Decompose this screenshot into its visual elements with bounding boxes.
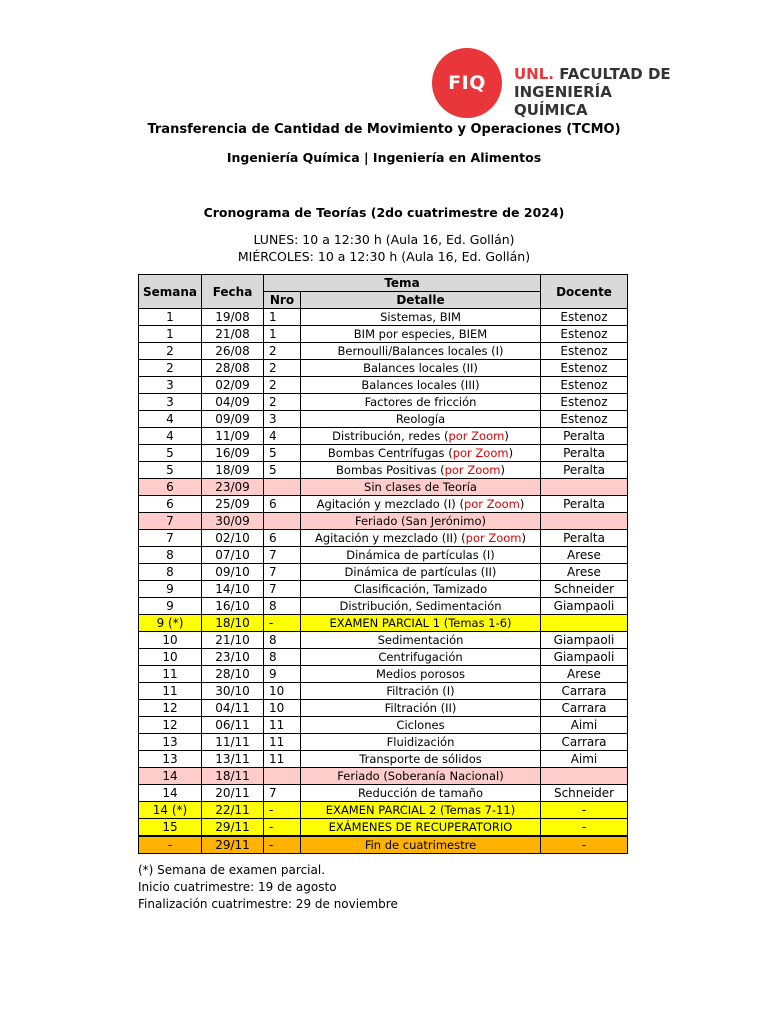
logo-dot: . bbox=[548, 65, 554, 83]
note-end: Finalización cuatrimestre: 29 de noviembre bbox=[138, 897, 398, 911]
logo-wordmark bbox=[514, 65, 672, 119]
table-row bbox=[139, 377, 628, 394]
cell-docente: Carrara bbox=[541, 683, 628, 700]
cell-nro: 10 bbox=[264, 683, 301, 700]
detalle-text: Dinámica de partículas (II) bbox=[344, 565, 497, 579]
cell-nro: 7 bbox=[264, 785, 301, 802]
cell-fecha: 11/09 bbox=[202, 428, 264, 445]
detalle-text: Fluidización bbox=[386, 735, 455, 749]
course-subtitle: Ingeniería Química | Ingeniería en Alimentos bbox=[226, 150, 542, 165]
cell-detalle bbox=[301, 615, 541, 632]
detalle-text: Clasificación, Tamizado bbox=[353, 582, 488, 596]
detalle-text: Feriado (San Jerónimo) bbox=[355, 514, 486, 528]
detalle-text: Factores de fricción bbox=[364, 395, 477, 409]
zoom-note: por Zoom bbox=[465, 531, 522, 545]
cell-docente: Giampaoli bbox=[541, 632, 628, 649]
cell-nro: 8 bbox=[264, 632, 301, 649]
table-row bbox=[139, 802, 628, 819]
table-row bbox=[139, 343, 628, 360]
table-row bbox=[139, 445, 628, 462]
cell-docente: Giampaoli bbox=[541, 598, 628, 615]
cell-fecha: 30/10 bbox=[202, 683, 264, 700]
cell-nro bbox=[264, 768, 301, 785]
logo-unl: UNL bbox=[514, 65, 549, 83]
detalle-text: Feriado (Soberanía Nacional) bbox=[337, 769, 504, 783]
cell-nro: 1 bbox=[264, 326, 301, 343]
cell-fecha: 21/10 bbox=[202, 632, 264, 649]
table-row bbox=[139, 819, 628, 837]
cell-detalle bbox=[301, 343, 541, 360]
table-row bbox=[139, 700, 628, 717]
cell-fecha: 22/11 bbox=[202, 802, 264, 819]
table-row bbox=[139, 479, 628, 496]
cell-detalle bbox=[301, 462, 541, 479]
detalle-text: Sistemas, BIM bbox=[380, 310, 461, 324]
detalle-text: Centrifugación bbox=[378, 650, 463, 664]
cell-nro bbox=[264, 513, 301, 530]
cell-semana: 13 bbox=[139, 734, 202, 751]
cell-docente: Arese bbox=[541, 547, 628, 564]
cell-fecha: 20/11 bbox=[202, 785, 264, 802]
schedule-table bbox=[138, 274, 628, 854]
cell-semana: - bbox=[139, 836, 202, 854]
cell-docente: Peralta bbox=[541, 530, 628, 547]
cell-semana: 9 (*) bbox=[139, 615, 202, 632]
cell-nro: 11 bbox=[264, 717, 301, 734]
cell-nro: 5 bbox=[264, 462, 301, 479]
cell-detalle bbox=[301, 700, 541, 717]
header-tema: Tema bbox=[264, 275, 541, 292]
cell-docente: Estenoz bbox=[541, 411, 628, 428]
cell-nro: 6 bbox=[264, 496, 301, 513]
cell-detalle bbox=[301, 717, 541, 734]
zoom-note: por Zoom bbox=[452, 446, 509, 460]
fiq-logo-circle: FIQ bbox=[432, 48, 502, 118]
detalle-text: EXAMEN PARCIAL 1 (Temas 1-6) bbox=[329, 616, 512, 630]
cell-fecha: 06/11 bbox=[202, 717, 264, 734]
detalle-text: Bombas Centrífugas ( bbox=[327, 446, 453, 460]
cell-semana: 15 bbox=[139, 819, 202, 837]
cell-semana: 8 bbox=[139, 564, 202, 581]
cell-semana: 11 bbox=[139, 666, 202, 683]
cell-docente: Schneider bbox=[541, 581, 628, 598]
cell-nro: 2 bbox=[264, 377, 301, 394]
cell-docente: Carrara bbox=[541, 700, 628, 717]
cell-nro: 11 bbox=[264, 751, 301, 768]
cell-nro: 7 bbox=[264, 581, 301, 598]
table-row bbox=[139, 598, 628, 615]
cell-detalle bbox=[301, 581, 541, 598]
cell-detalle bbox=[301, 785, 541, 802]
cell-fecha: 23/10 bbox=[202, 649, 264, 666]
cell-semana: 11 bbox=[139, 683, 202, 700]
schedule-title: Cronograma de Teorías (2do cuatrimestre de 2024) bbox=[203, 205, 565, 220]
zoom-note: por Zoom bbox=[444, 463, 501, 477]
cell-detalle bbox=[301, 768, 541, 785]
detalle-text: Agitación y mezclado (II) ( bbox=[314, 531, 466, 545]
table-row bbox=[139, 581, 628, 598]
cell-nro: 11 bbox=[264, 734, 301, 751]
cell-semana: 2 bbox=[139, 360, 202, 377]
cell-semana: 13 bbox=[139, 751, 202, 768]
cell-detalle bbox=[301, 445, 541, 462]
cell-docente: Schneider bbox=[541, 785, 628, 802]
detalle-suffix: ) bbox=[500, 463, 505, 477]
cell-semana: 12 bbox=[139, 700, 202, 717]
detalle-text: Sedimentación bbox=[377, 633, 464, 647]
table-row bbox=[139, 394, 628, 411]
cell-detalle bbox=[301, 649, 541, 666]
cell-nro: 4 bbox=[264, 428, 301, 445]
cell-detalle bbox=[301, 683, 541, 700]
cell-semana: 14 (*) bbox=[139, 802, 202, 819]
cell-docente: Estenoz bbox=[541, 360, 628, 377]
cell-fecha: 02/09 bbox=[202, 377, 264, 394]
cell-docente: - bbox=[541, 819, 628, 837]
cell-docente: Peralta bbox=[541, 496, 628, 513]
cell-semana: 3 bbox=[139, 377, 202, 394]
cell-detalle bbox=[301, 666, 541, 683]
cell-nro: 7 bbox=[264, 547, 301, 564]
detalle-text: Bernoulli/Balances locales (I) bbox=[337, 344, 504, 358]
detalle-text: Sin clases de Teoría bbox=[364, 480, 477, 494]
schedule-table-body bbox=[139, 309, 628, 854]
table-row bbox=[139, 428, 628, 445]
cell-docente: - bbox=[541, 836, 628, 854]
cell-detalle bbox=[301, 394, 541, 411]
cell-docente bbox=[541, 615, 628, 632]
cell-docente: Estenoz bbox=[541, 343, 628, 360]
cell-detalle bbox=[301, 428, 541, 445]
table-row bbox=[139, 309, 628, 326]
cell-fecha: 19/08 bbox=[202, 309, 264, 326]
cell-semana: 4 bbox=[139, 428, 202, 445]
detalle-text: BIM por especies, BIEM bbox=[353, 327, 488, 341]
cell-semana: 5 bbox=[139, 462, 202, 479]
detalle-text: Reducción de tamaño bbox=[357, 786, 484, 800]
cell-detalle bbox=[301, 802, 541, 819]
cell-nro bbox=[264, 479, 301, 496]
cell-semana: 2 bbox=[139, 343, 202, 360]
cell-docente bbox=[541, 479, 628, 496]
cell-docente: Estenoz bbox=[541, 377, 628, 394]
cell-docente: Aimi bbox=[541, 751, 628, 768]
cell-fecha: 28/08 bbox=[202, 360, 264, 377]
header-detalle: Detalle bbox=[301, 292, 541, 309]
cell-semana: 5 bbox=[139, 445, 202, 462]
detalle-text: Agitación y mezclado (I) ( bbox=[316, 497, 464, 511]
cell-fecha: 18/11 bbox=[202, 768, 264, 785]
cell-semana: 7 bbox=[139, 513, 202, 530]
table-row bbox=[139, 411, 628, 428]
detalle-text: Transporte de sólidos bbox=[359, 752, 482, 766]
logo-line2: INGENIERÍA QUÍMICA bbox=[514, 83, 612, 119]
cell-nro: - bbox=[264, 615, 301, 632]
notes bbox=[138, 862, 398, 913]
cell-detalle bbox=[301, 377, 541, 394]
cell-detalle bbox=[301, 819, 541, 837]
table-row bbox=[139, 632, 628, 649]
table-row bbox=[139, 751, 628, 768]
header-docente: Docente bbox=[541, 275, 628, 309]
cell-semana: 12 bbox=[139, 717, 202, 734]
cell-fecha: 16/09 bbox=[202, 445, 264, 462]
cell-docente bbox=[541, 768, 628, 785]
detalle-text: Medios porosos bbox=[375, 667, 466, 681]
table-row bbox=[139, 513, 628, 530]
cell-docente: Estenoz bbox=[541, 394, 628, 411]
cell-fecha: 18/09 bbox=[202, 462, 264, 479]
detalle-text: Balances locales (II) bbox=[363, 361, 478, 375]
cell-nro: 7 bbox=[264, 564, 301, 581]
cell-nro: 6 bbox=[264, 530, 301, 547]
cell-fecha: 23/09 bbox=[202, 479, 264, 496]
zoom-note: por Zoom bbox=[463, 497, 520, 511]
cell-semana: 7 bbox=[139, 530, 202, 547]
table-row bbox=[139, 564, 628, 581]
detalle-text: Distribución, redes ( bbox=[332, 429, 449, 443]
cell-detalle bbox=[301, 547, 541, 564]
cell-fecha: 09/09 bbox=[202, 411, 264, 428]
detalle-text: Filtración (I) bbox=[386, 684, 455, 698]
cell-nro: 10 bbox=[264, 700, 301, 717]
cell-fecha: 07/10 bbox=[202, 547, 264, 564]
cell-detalle bbox=[301, 360, 541, 377]
schedule-line-monday: LUNES: 10 a 12:30 h (Aula 16, Ed. Gollán) bbox=[253, 232, 515, 247]
cell-nro: - bbox=[264, 819, 301, 837]
cell-fecha: 28/10 bbox=[202, 666, 264, 683]
detalle-text: EXÁMENES DE RECUPERATORIO bbox=[328, 820, 513, 834]
cell-nro: - bbox=[264, 836, 301, 854]
cell-detalle bbox=[301, 513, 541, 530]
table-row bbox=[139, 666, 628, 683]
cell-semana: 9 bbox=[139, 581, 202, 598]
cell-fecha: 02/10 bbox=[202, 530, 264, 547]
detalle-text: Fin de cuatrimestre bbox=[364, 838, 477, 852]
header-fecha: Fecha bbox=[202, 275, 264, 309]
header-nro: Nro bbox=[264, 292, 301, 309]
cell-docente: Estenoz bbox=[541, 326, 628, 343]
cell-fecha: 26/08 bbox=[202, 343, 264, 360]
cell-detalle bbox=[301, 530, 541, 547]
cell-nro: 8 bbox=[264, 598, 301, 615]
cell-detalle bbox=[301, 734, 541, 751]
cell-semana: 10 bbox=[139, 649, 202, 666]
note-start: Inicio cuatrimestre: 19 de agosto bbox=[138, 880, 337, 894]
table-row bbox=[139, 785, 628, 802]
cell-fecha: 14/10 bbox=[202, 581, 264, 598]
detalle-text: EXAMEN PARCIAL 2 (Temas 7-11) bbox=[325, 803, 516, 817]
cell-docente: Arese bbox=[541, 564, 628, 581]
cell-semana: 1 bbox=[139, 326, 202, 343]
cell-docente: Carrara bbox=[541, 734, 628, 751]
cell-fecha: 13/11 bbox=[202, 751, 264, 768]
table-row bbox=[139, 462, 628, 479]
cell-detalle bbox=[301, 751, 541, 768]
cell-fecha: 16/10 bbox=[202, 598, 264, 615]
cell-fecha: 09/10 bbox=[202, 564, 264, 581]
schedule-line-wednesday: MIÉRCOLES: 10 a 12:30 h (Aula 16, Ed. Gollán) bbox=[237, 249, 531, 264]
cell-fecha: 25/09 bbox=[202, 496, 264, 513]
cell-nro: 8 bbox=[264, 649, 301, 666]
cell-detalle bbox=[301, 598, 541, 615]
table-row bbox=[139, 326, 628, 343]
cell-fecha: 29/11 bbox=[202, 819, 264, 837]
cell-nro: 2 bbox=[264, 343, 301, 360]
table-row bbox=[139, 360, 628, 377]
detalle-text: Ciclones bbox=[396, 718, 445, 732]
logo-line1: FACULTAD DE bbox=[559, 65, 671, 83]
cell-semana: 14 bbox=[139, 785, 202, 802]
cell-docente: Arese bbox=[541, 666, 628, 683]
cell-detalle bbox=[301, 309, 541, 326]
course-title: Transferencia de Cantidad de Movimiento y Operaciones (TCMO) bbox=[147, 122, 621, 137]
detalle-text: Balances locales (III) bbox=[361, 378, 480, 392]
cell-docente: Peralta bbox=[541, 462, 628, 479]
cell-nro: 3 bbox=[264, 411, 301, 428]
note-asterisk: (*) Semana de examen parcial. bbox=[138, 863, 326, 877]
cell-semana: 1 bbox=[139, 309, 202, 326]
detalle-suffix: ) bbox=[521, 531, 527, 545]
table-row bbox=[139, 836, 628, 854]
cell-docente: Peralta bbox=[541, 428, 628, 445]
zoom-note: por Zoom bbox=[448, 429, 505, 443]
table-row bbox=[139, 768, 628, 785]
cell-fecha: 21/08 bbox=[202, 326, 264, 343]
cell-detalle bbox=[301, 564, 541, 581]
detalle-text: Bombas Positivas ( bbox=[336, 463, 445, 477]
cell-fecha: 11/11 bbox=[202, 734, 264, 751]
cell-semana: 6 bbox=[139, 496, 202, 513]
detalle-suffix: ) bbox=[508, 446, 514, 460]
faculty-logo bbox=[432, 48, 672, 118]
table-row bbox=[139, 649, 628, 666]
cell-docente bbox=[541, 513, 628, 530]
table-row bbox=[139, 615, 628, 632]
cell-semana: 9 bbox=[139, 598, 202, 615]
cell-nro: - bbox=[264, 802, 301, 819]
header-semana: Semana bbox=[139, 275, 202, 309]
cell-nro: 2 bbox=[264, 394, 301, 411]
cell-detalle bbox=[301, 326, 541, 343]
cell-nro: 9 bbox=[264, 666, 301, 683]
cell-docente: Peralta bbox=[541, 445, 628, 462]
cell-fecha: 30/09 bbox=[202, 513, 264, 530]
cell-nro: 2 bbox=[264, 360, 301, 377]
cell-fecha: 18/10 bbox=[202, 615, 264, 632]
cell-docente: Estenoz bbox=[541, 309, 628, 326]
cell-detalle bbox=[301, 836, 541, 854]
cell-nro: 5 bbox=[264, 445, 301, 462]
cell-semana: 14 bbox=[139, 768, 202, 785]
table-row bbox=[139, 496, 628, 513]
cell-semana: 4 bbox=[139, 411, 202, 428]
cell-fecha: 04/11 bbox=[202, 700, 264, 717]
table-row bbox=[139, 734, 628, 751]
cell-detalle bbox=[301, 632, 541, 649]
detalle-text: Reología bbox=[395, 412, 446, 426]
cell-semana: 6 bbox=[139, 479, 202, 496]
cell-detalle bbox=[301, 411, 541, 428]
table-row bbox=[139, 717, 628, 734]
cell-docente: Giampaoli bbox=[541, 649, 628, 666]
cell-fecha: 04/09 bbox=[202, 394, 264, 411]
cell-nro: 1 bbox=[264, 309, 301, 326]
cell-detalle bbox=[301, 479, 541, 496]
cell-semana: 10 bbox=[139, 632, 202, 649]
detalle-text: Dinámica de partículas (I) bbox=[346, 548, 495, 562]
table-row bbox=[139, 547, 628, 564]
detalle-suffix: ) bbox=[504, 429, 509, 443]
cell-detalle bbox=[301, 496, 541, 513]
cell-docente: Aimi bbox=[541, 717, 628, 734]
table-row bbox=[139, 683, 628, 700]
cell-semana: 8 bbox=[139, 547, 202, 564]
cell-docente: - bbox=[541, 802, 628, 819]
cell-fecha: 29/11 bbox=[202, 836, 264, 854]
detalle-suffix: ) bbox=[519, 497, 525, 511]
detalle-text: Filtración (II) bbox=[384, 701, 457, 715]
detalle-text: Distribución, Sedimentación bbox=[339, 599, 502, 613]
table-row bbox=[139, 530, 628, 547]
cell-semana: 3 bbox=[139, 394, 202, 411]
